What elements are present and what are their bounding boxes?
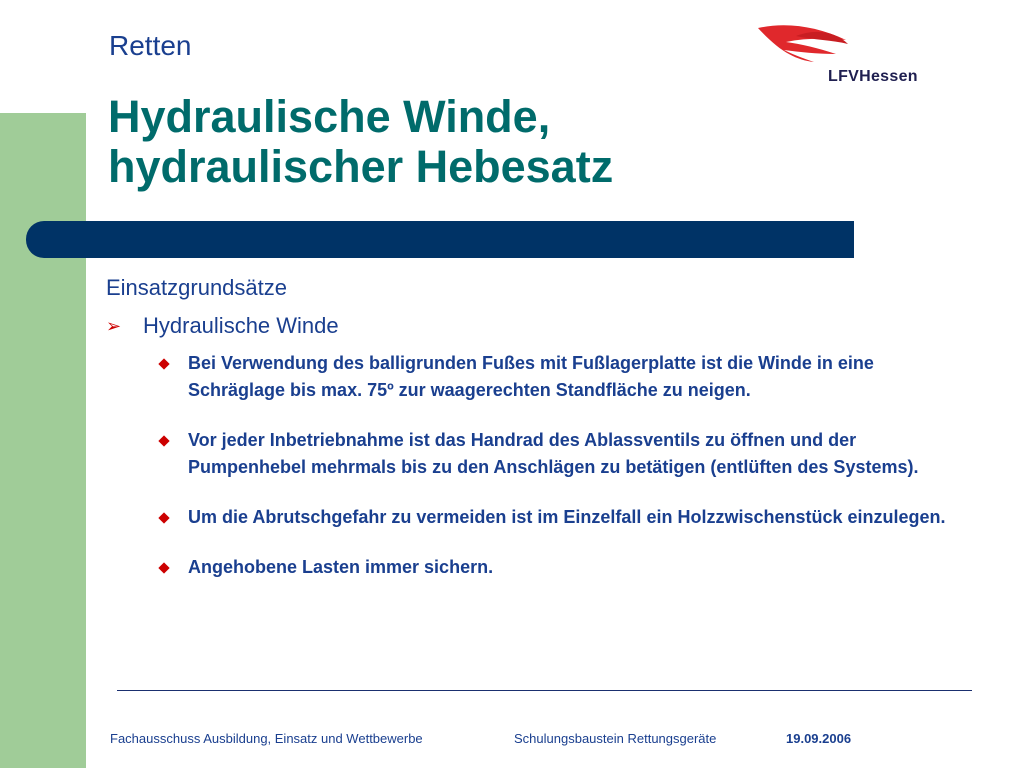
content-heading: Einsatzgrundsätze — [106, 275, 287, 300]
list-item — [160, 427, 956, 481]
footer-date: 19.09.2006 — [786, 731, 852, 746]
bullet-text: Angehobene Lasten immer sichern. — [188, 557, 494, 577]
diamond-bullet-icon — [158, 512, 169, 523]
diamond-bullet-icon — [158, 562, 169, 573]
diamond-bullet-icon — [158, 358, 169, 369]
bullet-list — [106, 350, 956, 581]
level1-item — [106, 308, 956, 344]
level1-label: Hydraulische Winde — [143, 313, 339, 338]
logo-text: LFVHessen — [828, 68, 918, 85]
arrow-bullet-icon: ➢ — [106, 316, 122, 336]
list-item — [160, 504, 956, 531]
footer-module: Schulungsbaustein Rettungsgeräte — [514, 731, 717, 746]
top-left-notch — [0, 0, 86, 113]
bullet-text: Bei Verwendung des balligrunden Fußes mit Fußlagerplatte ist die Winde in eine Schräglage bis max. 75º zur waagerechten Standfläche zu neigen. — [188, 353, 874, 400]
title-divider-bar — [26, 221, 854, 258]
footer-organization: Fachausschuss Ausbildung, Einsatz und Wettbewerbe — [110, 731, 423, 746]
footer-divider — [117, 690, 972, 691]
page-title — [108, 92, 613, 192]
slide-content — [106, 272, 956, 604]
left-green-band — [0, 113, 86, 768]
bullet-text: Vor jeder Inbetriebnahme ist das Handrad des Ablassventils zu öffnen und der Pumpenhebel mehrmals bis zu den Anschlägen zu betätigen (entlüften des Systems). — [188, 430, 919, 477]
list-item — [160, 554, 956, 581]
list-item — [160, 350, 956, 404]
bullet-text: Um die Abrutschgefahr zu vermeiden ist im Einzelfall ein Holzzwischenstück einzulegen. — [188, 507, 946, 527]
diamond-bullet-icon — [158, 435, 169, 446]
section-label: Retten — [109, 30, 192, 61]
title-line-1: Hydraulische Winde, — [108, 91, 551, 142]
title-line-2: hydraulischer Hebesatz — [108, 141, 614, 192]
